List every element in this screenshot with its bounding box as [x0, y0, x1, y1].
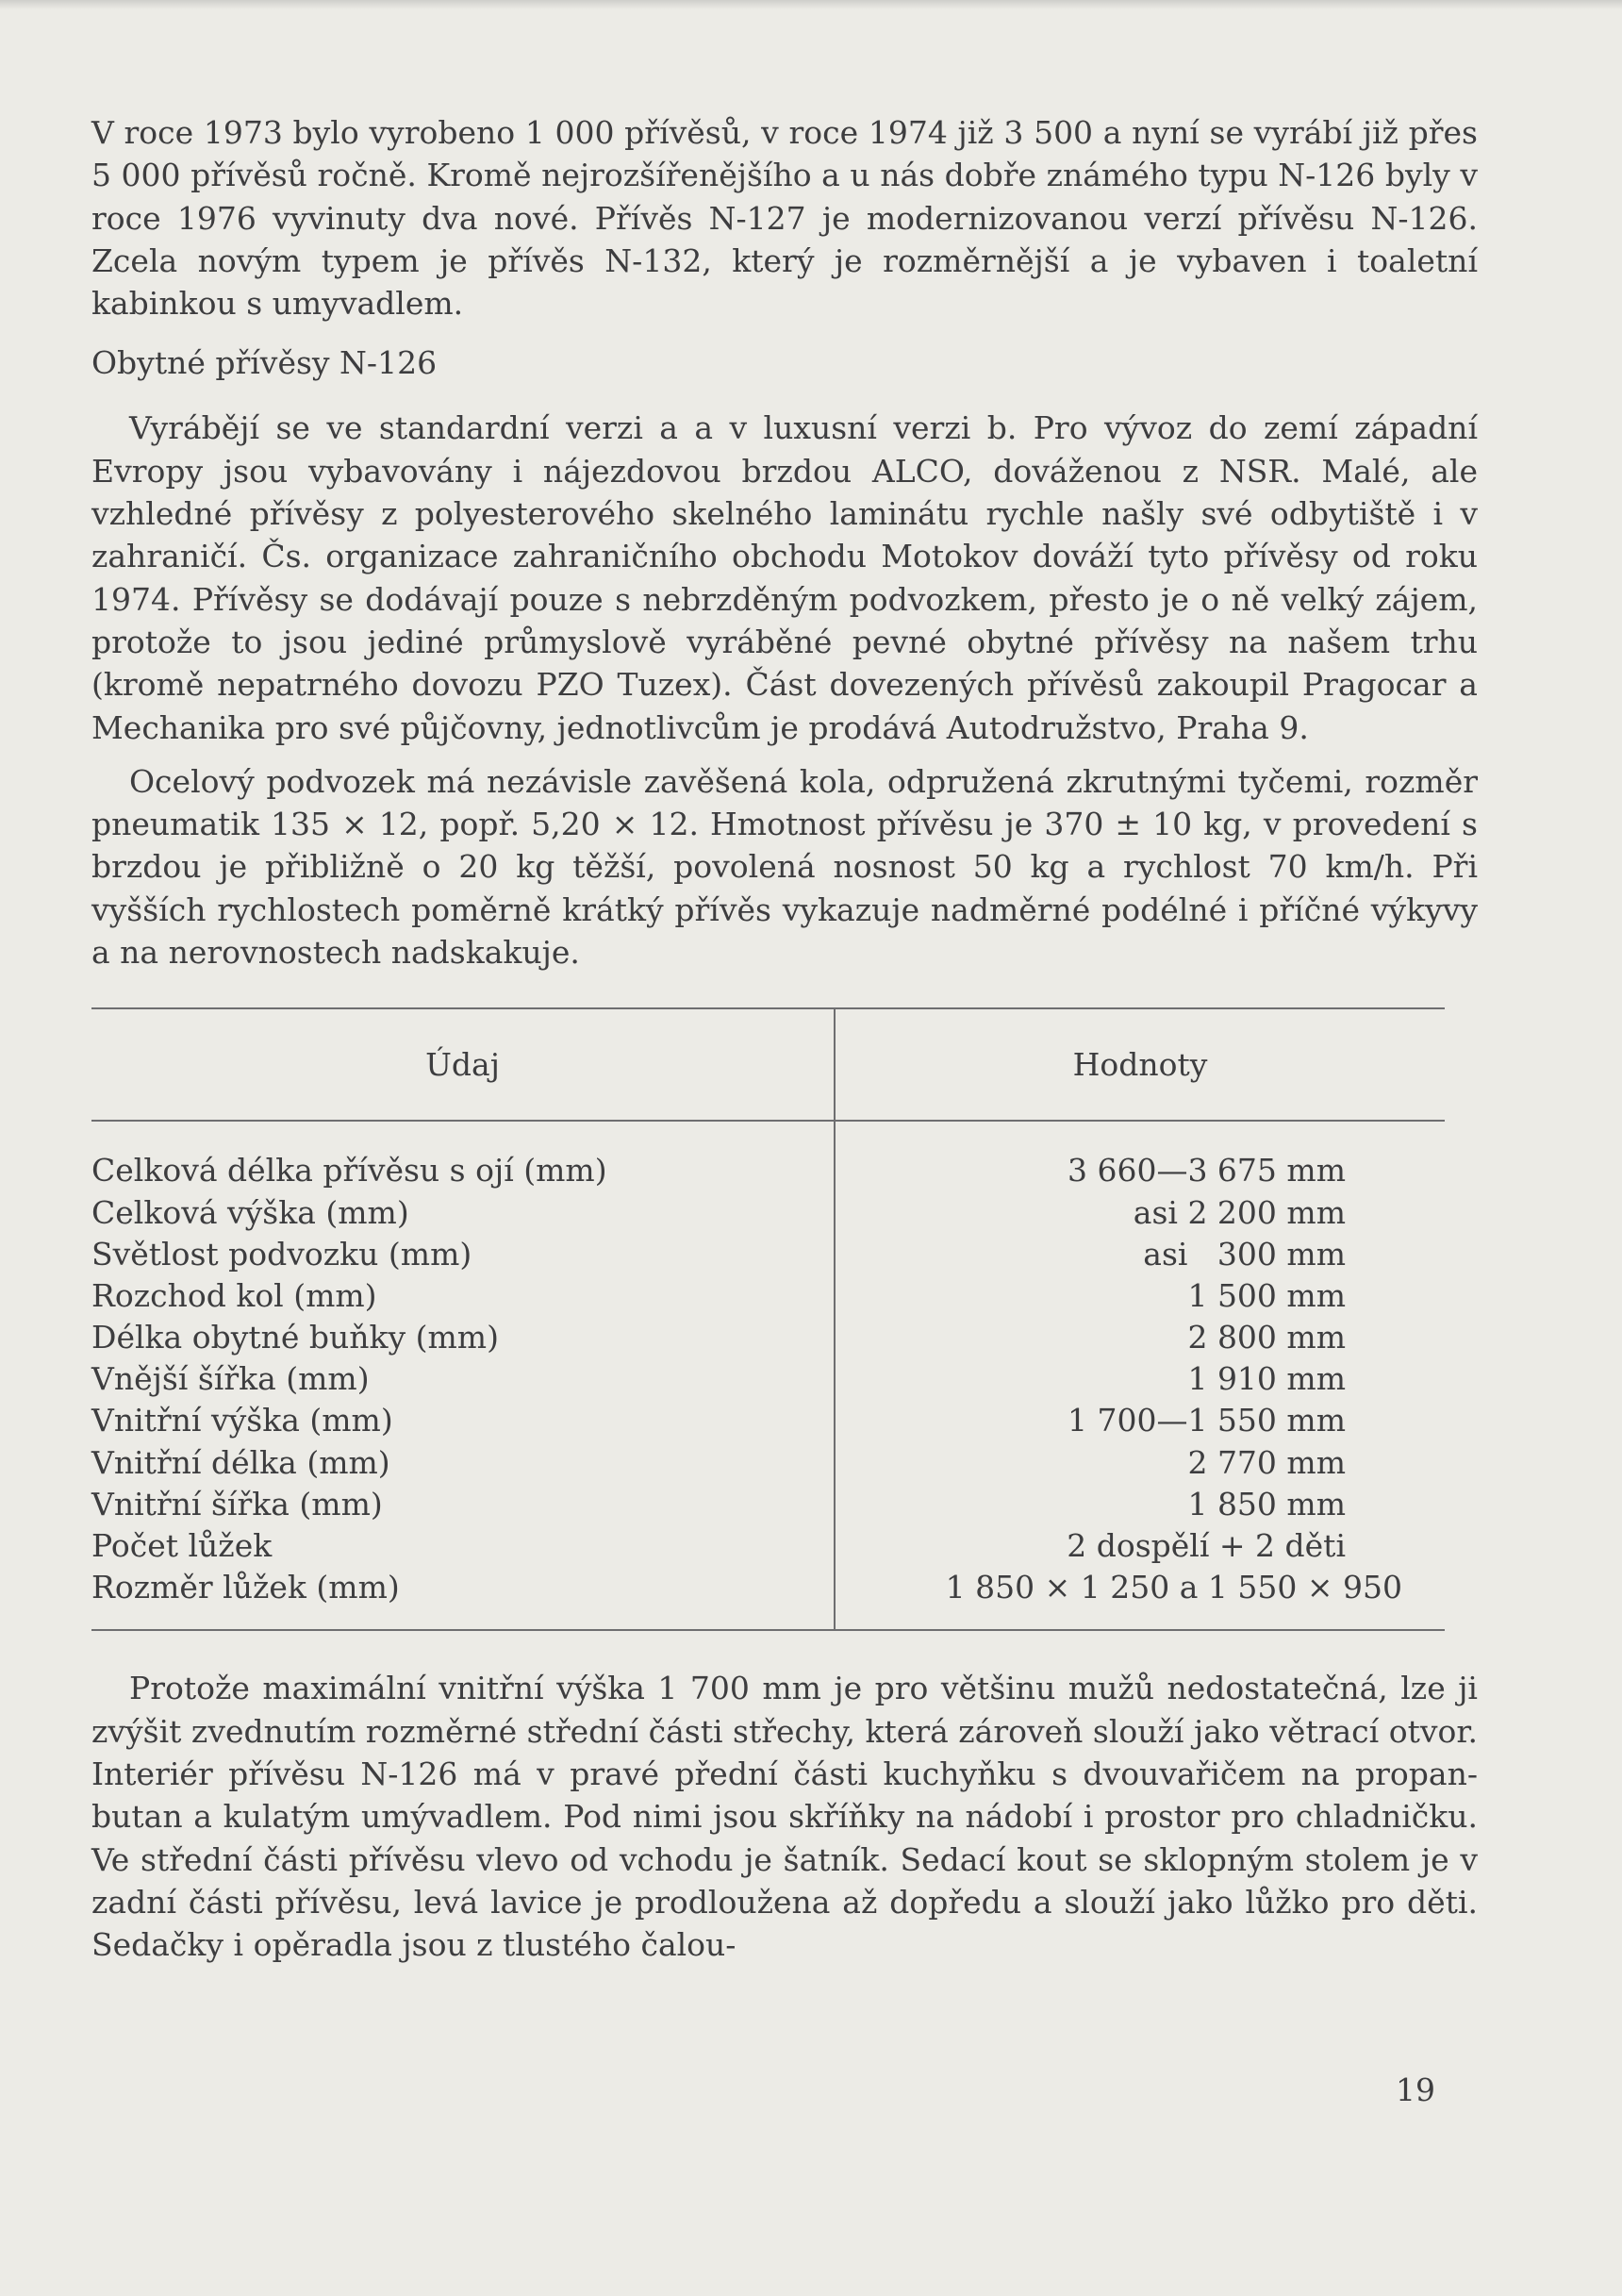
page-number: 19 — [1396, 2071, 1435, 2108]
table-row-label: Celková délka přívěsu s ojí (mm) — [91, 1152, 607, 1190]
table-row-label: Vnější šířka (mm) — [91, 1360, 370, 1398]
paragraph-chassis: Ocelový podvozek má nezávisle zavěšená kola, odpružená zkrutnými tyčemi, rozměr pneumatik 135 × 12, popř. 5,20 × 12. Hmotnost přívěsu je 370 ± 10 kg, v provedení s brzdou je přibližně o 20 kg těžší, povolená nosnost 50 kg a rychlost 70 km/h. Při vyšších rychlostech poměrně krátký přívěs vykazuje nadměrné podélné i příčné výkyvy a na nerovnostech nadskakuje. — [91, 762, 1478, 972]
table-row-label: Světlost podvozku (mm) — [91, 1235, 472, 1273]
table-row-value: 3 660—3 675 mm — [1067, 1152, 1346, 1190]
paragraph-production: Vyrábějí se ve standardní verzi a a v luxusní verzi b. Pro vývoz do zemí západní Evropy jsou vybavovány i nájezdovou brzdou ALCO, dováženou z NSR. Malé, ale vzhledné přívěsy z polyesterového skelného laminátu rychle našly své odbytiště i v zahraničí. Čs. organizace zahraničního obchodu Motokov dováží tyto přívěsy od roku 1974. Přívěsy se dodávají pouze s nebrzděným podvozkem, přesto je o ně velký zájem, protože to jsou jediné průmyslově vyráběné pevné obytné přívěsy na našem trhu (kromě nepatrného dovozu PZO Tuzex). Část dovezených přívěsů zakoupil Pragocar a Mechanika pro své půjčovny, jednotlivcům je prodává Autodružstvo, Praha 9. — [91, 409, 1478, 746]
table-label-column — [91, 1122, 836, 1629]
table-row-value: 1 850 mm — [1187, 1485, 1346, 1522]
scan-edge — [0, 0, 1622, 9]
table-row-value: 1 850 × 1 250 a 1 550 × 950 — [945, 1569, 1402, 1606]
table-row-value: 1 910 mm — [1187, 1360, 1346, 1398]
table-row-label: Vnitřní výška (mm) — [91, 1402, 393, 1439]
table-row-value: asi 300 mm — [1143, 1235, 1346, 1273]
table-row-value: 2 770 mm — [1187, 1443, 1346, 1481]
table-row-label: Rozměr lůžek (mm) — [91, 1569, 400, 1606]
specification-table — [91, 1007, 1445, 1631]
table-row-value: 2 dospělí + 2 děti — [1067, 1527, 1346, 1565]
table-row-label: Počet lůžek — [91, 1527, 273, 1565]
table-header-hodnoty: Hodnoty — [1072, 1046, 1208, 1084]
page-content — [91, 111, 1478, 1966]
section-heading: Obytné přívěsy N-126 — [91, 344, 438, 382]
table-row-value: asi 2 200 mm — [1133, 1193, 1346, 1231]
table-header-row — [91, 1009, 1445, 1122]
paragraph-interior: Protože maximální vnitřní výška 1 700 mm je pro většinu mužů nedostatečná, lze ji zvýšit zvednutím rozměrné střední části střechy, která zároveň slouží jako větrací otvor. Interiér přívěsu N-126 má v pravé přední části kuchyňku s dvouvařičem na propan-butan a kulatým umývadlem. Pod nimi jsou skříňky na nádobí i prostor pro chladničku. Ve střední části přívěsu vlevo od vchodu je šatník. Sedací kout se sklopným stolem je v zadní části přívěsu, levá lavice je prodloužena až dopředu a slouží jako lůžko pro děti. Sedačky i opěradla jsou z tlustého čalou- — [91, 1670, 1478, 1964]
table-value-column — [836, 1150, 1445, 1608]
table-row-value: 1 700—1 550 mm — [1067, 1402, 1346, 1439]
table-row-label: Vnitřní délka (mm) — [91, 1443, 390, 1481]
table-row-label: Rozchod kol (mm) — [91, 1276, 377, 1314]
table-row-label: Délka obytné buňky (mm) — [91, 1319, 499, 1356]
intro-paragraph: V roce 1973 bylo vyrobeno 1 000 přívěsů, v roce 1974 již 3 500 a nyní se vyrábí již přes 5 000 přívěsů ročně. Kromě nejrozšířenějšího a u nás dobře známého typu N-126 byly v roce 1976 vyvinuty dva nové. Přívěs N-127 je modernizovanou verzí přívěsu N-126. Zcela novým typem je přívěs N-132, který je rozměrnější a je vybaven i toaletní kabinkou s umyvadlem. — [91, 114, 1478, 323]
table-row-value: 2 800 mm — [1187, 1319, 1346, 1356]
table-row-label: Celková výška (mm) — [91, 1193, 409, 1231]
table-body — [91, 1122, 1445, 1629]
table-header-udaj: Údaj — [91, 1009, 836, 1120]
table-row-label: Vnitřní šířka (mm) — [91, 1485, 383, 1522]
table-row-value: 1 500 mm — [1187, 1276, 1346, 1314]
